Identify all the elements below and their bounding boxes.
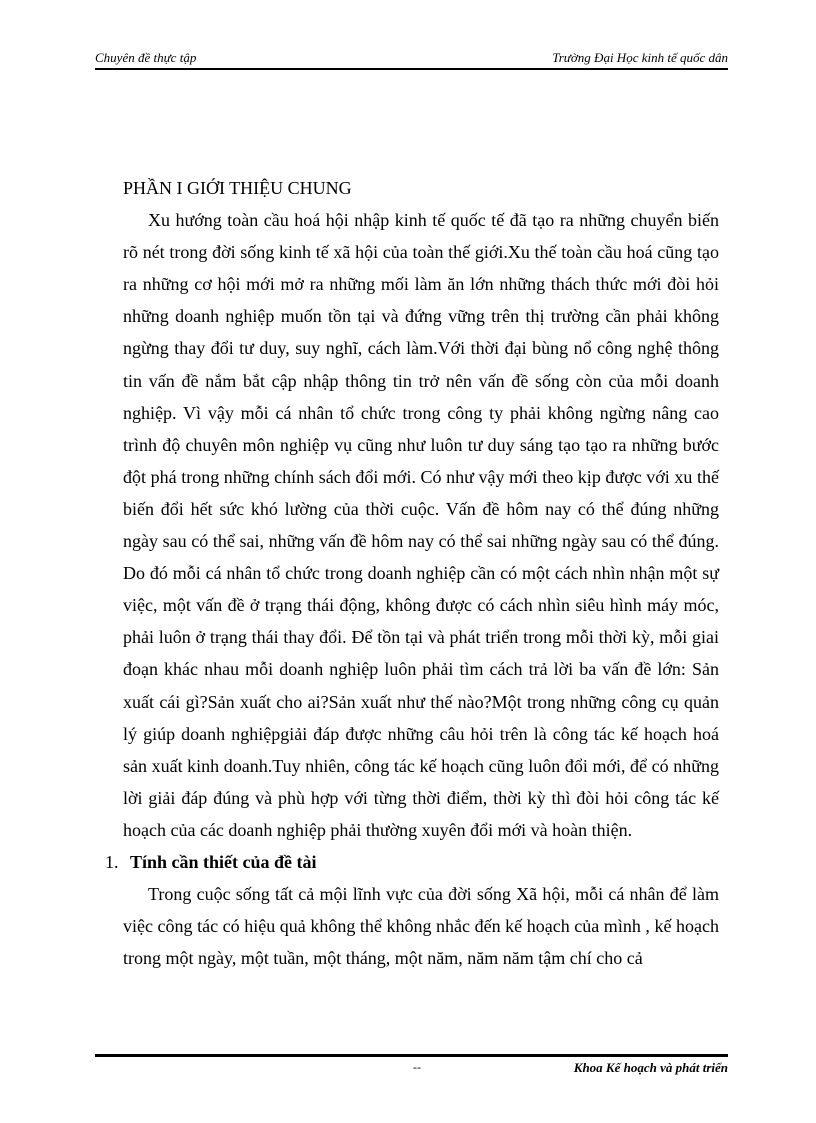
page-number: --	[413, 1060, 421, 1074]
footer-rule	[95, 1054, 728, 1057]
footer-department: Khoa Kế hoạch và phát triển	[573, 1060, 728, 1075]
body-paragraph: Trong cuộc sống tất cả mội lĩnh vực của đời sống Xã hội, mỗi cá nhân để làm việc công tác có hiệu quả không thể không nhắc đến kế hoạch của mình , kế hoạch trong một ngày, một tuần, một tháng, một năm, năm năm tậm chí cho cả	[123, 884, 719, 969]
section-title: PHẦN I GIỚI THIỆU CHUNG	[123, 178, 352, 198]
heading-text: Tính cần thiết của đề tài	[130, 851, 317, 872]
page-footer	[95, 1060, 728, 1078]
header-right-text: Trường Đại Học kinh tế quốc dân	[552, 50, 728, 65]
intro-paragraph: Xu hướng toàn cầu hoá hội nhập kinh tế quốc tế đã tạo ra những chuyển biến rõ nét trong đời sống kinh tế xã hội của toàn thế giới.Xu thế toàn cầu hoá cũng tạo ra những cơ hội mới mở ra những mối làm ăn lớn những thách thức mới đòi hỏi những doanh nghiệp muốn tồn tại và đứng vững trên thị trường cần phải không ngừng thay đổi tư duy, suy nghĩ, cách làm.Với thời đại bùng nổ công nghệ thông tin vấn đề nắm bắt cập nhập thông tin trở nên vấn đề sống còn của mỗi doanh nghiệp. Vì vậy mỗi cá nhân tổ chức trong công ty phải không ngừng nâng cao trình độ chuyên môn nghiệp vụ cũng như luôn tư duy sáng tạo tạo ra những bước đột phá trong những chính sách đổi mới. Có như vậy mới theo kịp được với xu thế biến đổi hết sức khó lường của thời cuộc. Vấn đề hôm nay có thể đúng những ngày sau có thể sai, những vấn đề hôm nay có thể sai những ngày sau có thể đúng. Do đó mỗi cá nhân tổ chức trong doanh nghiệp cần có một cách nhìn nhận một sự việc, một vấn đề ở trạng thái động, không được có cách nhìn siêu hình máy móc, phải luôn ở trạng thái thay đổi. Để tồn tại và phát triển trong mỗi thời kỳ, mỗi giai đoạn khác nhau mỗi doanh nghiệp luôn phải tìm cách trả lời ba vấn đề lớn: Sản xuất cái gì?Sản xuất cho ai?Sản xuất như thế nào?Một trong những công cụ quản lý giúp doanh nghiệpgiải đáp được những câu hỏi trên là công tác kế hoạch hoá sản xuất kinh doanh.Tuy nhiên, công tác kế hoạch cũng luôn đổi mới, để có những lời giải đáp đúng và phù hợp với từng thời điểm, thời kỳ thì đòi hỏi công tác kế hoạch của các doanh nghiệp phải thường xuyên đổi mới và hoàn thiện.	[123, 210, 719, 840]
page-header	[95, 50, 728, 68]
page-body	[105, 172, 719, 974]
header-left-text: Chuyên đề thực tập	[95, 50, 197, 65]
header-rule	[95, 68, 728, 70]
section-heading	[105, 846, 719, 878]
heading-number: 1.	[105, 851, 119, 872]
